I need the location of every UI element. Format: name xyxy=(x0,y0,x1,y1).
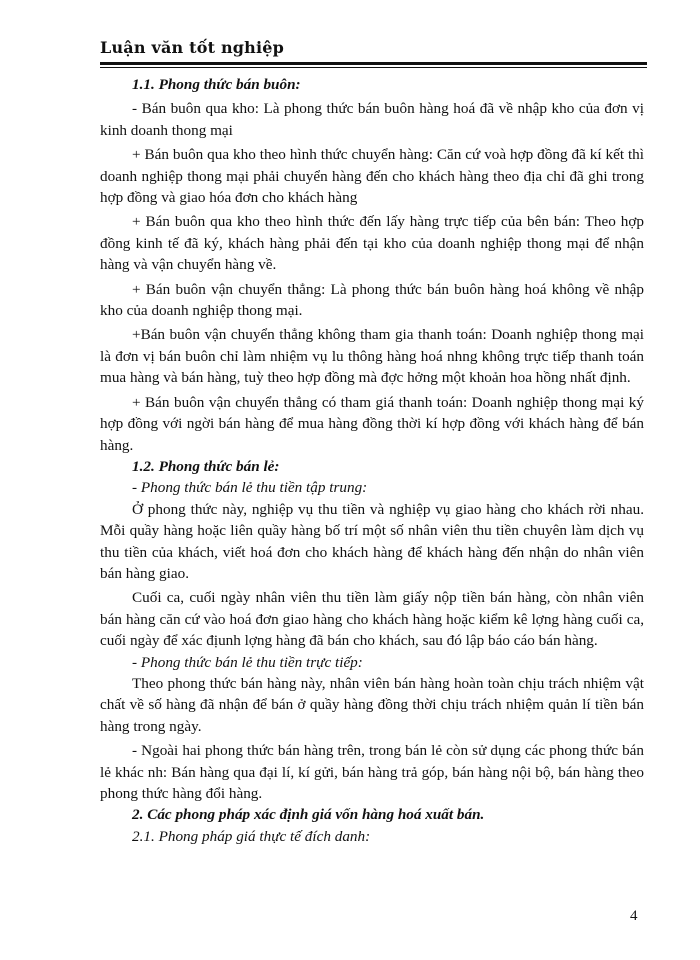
section-heading-2: 2. Các phong pháp xác định giá vốn hàng hoá xuất bán. xyxy=(132,806,485,824)
page-number: 4 xyxy=(630,908,638,924)
page-header-title: Luận văn tốt nghiệp xyxy=(100,38,285,57)
paragraph: + Bán buôn qua kho theo hình thức chuyển hàng: Căn cứ voà hợp đồng đã kí kết thì doanh nghiệp thong mại phải chuyển hàng đến cho khách hàng theo địa chỉ đã ghi trong hợp đồng và giao hóa đơn cho khách hàng xyxy=(100,146,644,207)
document-body xyxy=(100,74,644,847)
paragraph: + Bán buôn vận chuyển thẳng có tham giá thanh toán: Doanh nghiệp thong mại ký hợp đồng với ngời bán hàng để mua hàng đồng thời kí hợp đồng với khách hàng để bán hàng. xyxy=(100,393,644,454)
header-rule-thick xyxy=(100,62,647,65)
paragraph: - Bán buôn qua kho: Là phong thức bán buôn hàng hoá đã về nhập kho của đơn vị kinh doanh thong mại xyxy=(100,100,644,139)
paragraph: + Bán buôn vận chuyển thẳng: Là phong thức bán buôn hàng hoá không về nhập kho của doanh nghiệp thong mại. xyxy=(100,280,644,320)
subsection-heading: - Phong thức bán lẻ thu tiền trực tiếp: xyxy=(132,653,363,671)
subsection-heading: 2.1. Phong pháp giá thực tế đích danh: xyxy=(132,827,371,845)
paragraph: Cuối ca, cuối ngày nhân viên thu tiền làm giấy nộp tiền bán hàng, còn nhân viên bán hàng căn cứ vào hoá đơn giao hàng cho khách hàng hoặc kiểm kê lợng hàng cuối ca, cuối ngày để xác địunh lợng hàng đã bán cho khách, sau đó lập báo cáo bán hàng. xyxy=(100,589,644,650)
header-rule-thin xyxy=(100,67,647,68)
paragraph: - Ngoài hai phong thức bán hàng trên, trong bán lẻ còn sử dụng các phong thức bán lẻ khác nh: Bán hàng qua đại lí, kí gửi, bán hàng trả góp, bán hàng nội bộ, bán hàng theo phong thức hàng đổi hàng. xyxy=(100,742,644,802)
paragraph: +Bán buôn vận chuyển thẳng không tham gia thanh toán: Doanh nghiệp thong mại là đơn vị bán buôn chỉ làm nhiệm vụ lu thông hàng hoá nhng không trực tiếp thanh toán mua hàng và bán hàng, tuỳ theo hợp đồng mà đợc hởng một khoản hoa hồng nhất định. xyxy=(100,326,644,387)
paragraph: Ở phong thức này, nghiệp vụ thu tiền và nghiệp vụ giao hàng cho khách rời nhau. Mỗi quầy hàng hoặc liên quầy hàng bố trí một số nhân viên thu tiền chuyên làm dịch vụ thu tiền của khách, viết hoá đơn cho khách hàng để khách hàng đến nhận do nhân viên bán hàng giao. xyxy=(100,500,644,582)
section-heading-1-1: 1.1. Phong thức bán buôn: xyxy=(132,76,301,93)
section-heading-1-2: 1.2. Phong thức bán lẻ: xyxy=(132,457,280,475)
paragraph: Theo phong thức bán hàng này, nhân viên bán hàng hoàn toàn chịu trách nhiệm vật chất về số hàng đã nhận để bán ở quầy hàng đồng thời chịu trách nhiệm quản lí tiền bán hàng trong ngày. xyxy=(100,674,644,735)
paragraph: + Bán buôn qua kho theo hình thức đến lấy hàng trực tiếp của bên bán: Theo hợp đồng kinh tế đã ký, khách hàng phải đến tại kho của doanh nghiệp thong mại để nhận hàng và vận chuyển hàng về. xyxy=(100,213,644,274)
subsection-heading: - Phong thức bán lẻ thu tiền tập trung: xyxy=(132,479,368,497)
